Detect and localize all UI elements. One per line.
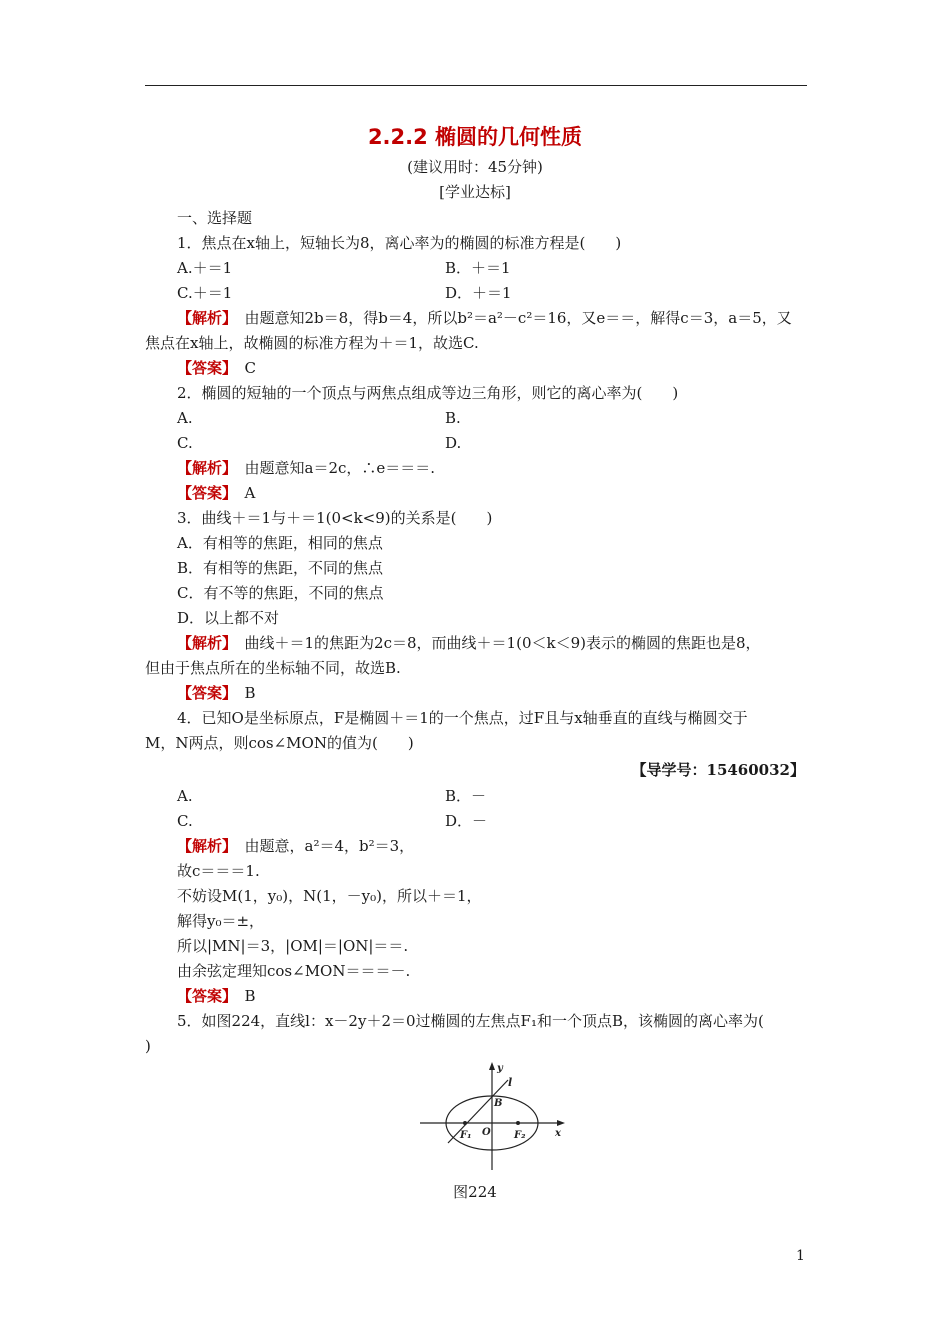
q2-answer-value: A bbox=[229, 484, 256, 502]
q4-answer-value: B bbox=[229, 987, 256, 1005]
q2-option-c: C. bbox=[177, 434, 193, 452]
q3-analysis-text: 曲线＋＝1的焦距为2c＝8，而曲线＋＝1(0＜k＜9)表示的椭圆的焦距也是8， bbox=[229, 634, 761, 652]
q4-guide-number: 【导学号：15460032】 bbox=[631, 761, 805, 779]
q3-option-d: D．以上都不对 bbox=[177, 609, 280, 627]
q2-answer-tag: 【答案】 bbox=[177, 484, 230, 502]
q4-step-5: 由余弦定理知cos∠MON＝＝＝－. bbox=[177, 962, 411, 980]
q3-stem: 3．曲线＋＝1与＋＝1(0<k<9)的关系是( ) bbox=[177, 509, 493, 527]
q2-analysis-text: 由题意知a＝2c，∴e＝＝＝. bbox=[229, 459, 436, 477]
page-number: 1 bbox=[796, 1248, 805, 1264]
q1-option-a: A.＋＝1 bbox=[177, 259, 233, 277]
label-b: B bbox=[494, 1098, 503, 1109]
q2-option-d: D. bbox=[445, 434, 462, 452]
figure-caption: 图224 bbox=[453, 1183, 497, 1201]
q4-option-a: A. bbox=[177, 787, 193, 805]
q3-option-a: A．有相等的焦距，相同的焦点 bbox=[177, 534, 383, 552]
q1-analysis-cont: 焦点在x轴上，故椭圆的标准方程为＋＝1，故选C. bbox=[145, 334, 479, 352]
q4-answer-tag: 【答案】 bbox=[177, 987, 230, 1005]
q3-analysis-tag: 【解析】 bbox=[177, 634, 230, 652]
q4-stem: 4．已知O是坐标原点，F是椭圆＋＝1的一个焦点，过F且与x轴垂直的直线与椭圆交于 bbox=[177, 709, 748, 727]
section-label: 一、选择题 bbox=[177, 209, 253, 227]
q3-option-b: B．有相等的焦距，不同的焦点 bbox=[177, 559, 384, 577]
header-rule bbox=[145, 85, 807, 86]
q3-analysis bbox=[177, 633, 761, 653]
q4-answer bbox=[177, 986, 256, 1006]
q1-answer-value: C bbox=[229, 359, 256, 377]
q1-stem: 1．焦点在x轴上，短轴长为8，离心率为的椭圆的标准方程是( ) bbox=[177, 234, 622, 252]
q1-analysis bbox=[177, 308, 792, 328]
q4-option-b: B．－ bbox=[445, 787, 487, 805]
q1-answer-tag: 【答案】 bbox=[177, 359, 230, 377]
level-label: [学业达标] bbox=[439, 183, 511, 201]
q2-analysis-tag: 【解析】 bbox=[177, 459, 230, 477]
q4-option-c: C. bbox=[177, 812, 193, 830]
q4-stem-cont: M，N两点，则cos∠MON的值为( ) bbox=[145, 734, 414, 752]
label-f1: F₁ bbox=[460, 1130, 472, 1141]
q2-stem: 2．椭圆的短轴的一个顶点与两焦点组成等边三角形，则它的离心率为( ) bbox=[177, 384, 679, 402]
q1-option-d: D．＋＝1 bbox=[445, 284, 512, 302]
q1-analysis-tag: 【解析】 bbox=[177, 309, 230, 327]
time-hint: (建议用时：45分钟) bbox=[407, 158, 543, 176]
q1-analysis-text: 由题意知2b＝8，得b＝4，所以b²＝a²－c²＝16，又e＝＝，解得c＝3，a＝5，又 bbox=[229, 309, 792, 327]
q4-analysis-text: 由题意，a²＝4，b²＝3， bbox=[229, 837, 415, 855]
q4-step-4: 所以|MN|＝3，|OM|＝|ON|＝＝. bbox=[177, 937, 409, 955]
q1-answer bbox=[177, 358, 256, 378]
ellipse-figure bbox=[420, 1058, 570, 1173]
q1-option-b: B．＋＝1 bbox=[445, 259, 511, 277]
q2-option-a: A. bbox=[177, 409, 193, 427]
line-l bbox=[448, 1080, 508, 1143]
q4-step-1: 故c＝＝＝1. bbox=[177, 862, 260, 880]
q3-answer bbox=[177, 683, 256, 703]
label-y: y bbox=[497, 1063, 503, 1074]
label-o: O bbox=[482, 1127, 491, 1138]
label-x: x bbox=[555, 1128, 561, 1139]
q4-step-3: 解得y₀＝±， bbox=[177, 912, 265, 930]
q3-answer-tag: 【答案】 bbox=[177, 684, 230, 702]
label-f2: F₂ bbox=[514, 1130, 526, 1141]
label-l: l bbox=[508, 1076, 513, 1089]
q3-option-c: C．有不等的焦距，不同的焦点 bbox=[177, 584, 384, 602]
page-title: 2.2.2 椭圆的几何性质 bbox=[367, 125, 583, 149]
q1-option-c: C.＋＝1 bbox=[177, 284, 233, 302]
y-axis-arrow bbox=[489, 1062, 495, 1070]
focus-f1-point bbox=[463, 1121, 467, 1125]
q2-answer bbox=[177, 483, 255, 503]
q4-analysis-tag: 【解析】 bbox=[177, 837, 230, 855]
q3-answer-value: B bbox=[229, 684, 256, 702]
q3-analysis-cont: 但由于焦点所在的坐标轴不同，故选B. bbox=[145, 659, 401, 677]
q5-stem-cont: ) bbox=[145, 1037, 151, 1055]
q2-option-b: B. bbox=[445, 409, 461, 427]
q4-step-2: 不妨设M(1，y₀)，N(1，－y₀)，所以＋＝1， bbox=[177, 887, 482, 905]
focus-f2-point bbox=[516, 1121, 520, 1125]
q2-analysis bbox=[177, 458, 435, 478]
q5-stem: 5．如图224，直线l：x－2y＋2＝0过椭圆的左焦点F₁和一个顶点B，该椭圆的离心率为( bbox=[177, 1012, 764, 1030]
q4-option-d: D．－ bbox=[445, 812, 488, 830]
q4-analysis bbox=[177, 836, 414, 856]
x-axis-arrow bbox=[557, 1120, 565, 1126]
